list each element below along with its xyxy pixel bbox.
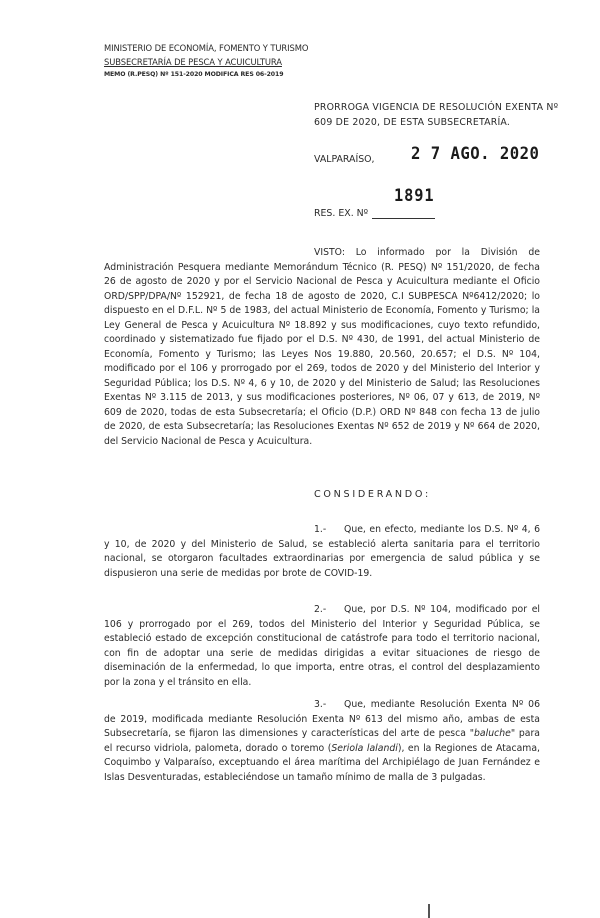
visto-paragraph xyxy=(104,246,540,449)
considerando-2-number: 2.- xyxy=(314,604,327,615)
considerando-3 xyxy=(104,698,540,785)
considerando-2-text: Que, por D.S. Nº 104, modificado por el 106 y prorrogado por el 269, todos del Ministerio del Interior y Seguridad Pública, se estableció estado de excepción constitucional de catástrofe para todo el territorio nacional, con fin de adoptar una serie de medidas dirigidas a evitar situaciones de riesgo de diseminación de la enfermedad, lo que importa, entre otras, el control del desplazamiento por la zona y el tránsito en ella. xyxy=(104,604,540,688)
visto-lead: VISTO: xyxy=(314,247,345,258)
considerando-3-text-mid: " para el recurso vidriola, palometa, dorado o toremo ( xyxy=(104,728,540,754)
considerando-1-text: Que, en efecto, mediante los D.S. Nº 4, 6 y 10, de 2020 y del Ministerio de Salud, se estableció alerta sanitaria para el territorio nacional, se otorgaron facultades extraordinarias por emergencia de salud pública y se dispusieron una serie de medidas por brote de COVID-19. xyxy=(104,524,540,579)
species-name: Seriola lalandi xyxy=(331,742,398,754)
considerando-heading: CONSIDERANDO: xyxy=(314,489,431,500)
considerando-3-number: 3.- xyxy=(314,699,327,710)
memo-reference: MEMO (R.PESQ) Nº 151-2020 MODIFICA RES 06-2019 xyxy=(104,71,284,78)
visto-text: Lo informado por la División de Administración Pesquera mediante Memorándum Técnico (R. PESQ) Nº 151/2020, de fecha 26 de agosto de 2020 y por el Servicio Nacional de Pesca y Acuicultura mediante el Oficio ORD/SPP/DPA/Nº 152921, de fecha 18 de agosto de 2020, C.I SUBPESCA Nº6412/2020; lo dispuesto en el D.F.L. Nº 5 de 1983, del actual Ministerio de Economía, Fomento y Turismo; la Ley General de Pesca y Acuicultura Nº 18.892 y sus modificaciones, cuyo texto refundido, coordinado y sistematizado fue fijado por el D.S. Nº 430, de 1991, del actual Ministerio de Economía, Fomento y Turismo; las Leyes Nos 19.880, 20.560, 20.657; el D.S. Nº 104, modificado por el 106 y prorrogado por el 269, todos de 2020 y del Ministerio del Interior y Seguridad Pública; los D.S. Nº 4, 6 y 10, de 2020 y del Ministerio de Salud; las Resoluciones Exentas Nº 3.115 de 2013, y sus modificaciones posteriores, Nº 06, 07 y 613, de 2019, Nº 609 de 2020, todas de esta Subsecretaría; el Oficio (D.P.) ORD Nº 848 con fecha 13 de julio de 2020, de esta Subsecretaría; las Resoluciones Exentas Nº 652 de 2019 y Nº 664 de 2020, del Servicio Nacional de Pesca y Acuicultura. xyxy=(104,247,540,447)
fishing-gear-name: baluche xyxy=(474,728,511,739)
resolution-underline xyxy=(372,218,435,219)
considerando-1-number: 1.- xyxy=(314,524,327,535)
considerando-3-text-after: ), en la Regiones de Atacama, Coquimbo y Valparaíso, exceptuando el área marítima del Archipiélago de Juan Fernández e Islas Desventuradas, estableciéndose un tamaño mínimo de malla de 3 pulgadas. xyxy=(104,742,540,783)
document-title-line-1: PRORROGA VIGENCIA DE RESOLUCIÓN EXENTA Nº xyxy=(314,102,559,113)
ministry-name: MINISTERIO DE ECONOMÍA, FOMENTO Y TURISMO xyxy=(104,43,309,53)
considerando-2 xyxy=(104,603,540,690)
document-title-line-2: 609 DE 2020, DE ESTA SUBSECRETARÍA. xyxy=(314,117,511,128)
resolution-number-stamp: 1891 xyxy=(394,186,435,206)
margin-mark xyxy=(428,904,430,918)
resolution-label: RES. EX. Nº xyxy=(314,208,369,219)
considerando-1 xyxy=(104,523,540,581)
considerando-3-text-before: Que, mediante Resolución Exenta Nº 06 de 2019, modificada mediante Resolución Exenta Nº 613 del mismo año, ambas de esta Subsecretaría, se fijaron las dimensiones y características del arte de pesca " xyxy=(104,699,540,739)
date-stamp: 2 7 AGO. 2020 xyxy=(411,144,540,164)
subsecretaria-name: SUBSECRETARÍA DE PESCA Y ACUICULTURA xyxy=(104,57,282,67)
place-label: VALPARAÍSO, xyxy=(314,154,375,165)
